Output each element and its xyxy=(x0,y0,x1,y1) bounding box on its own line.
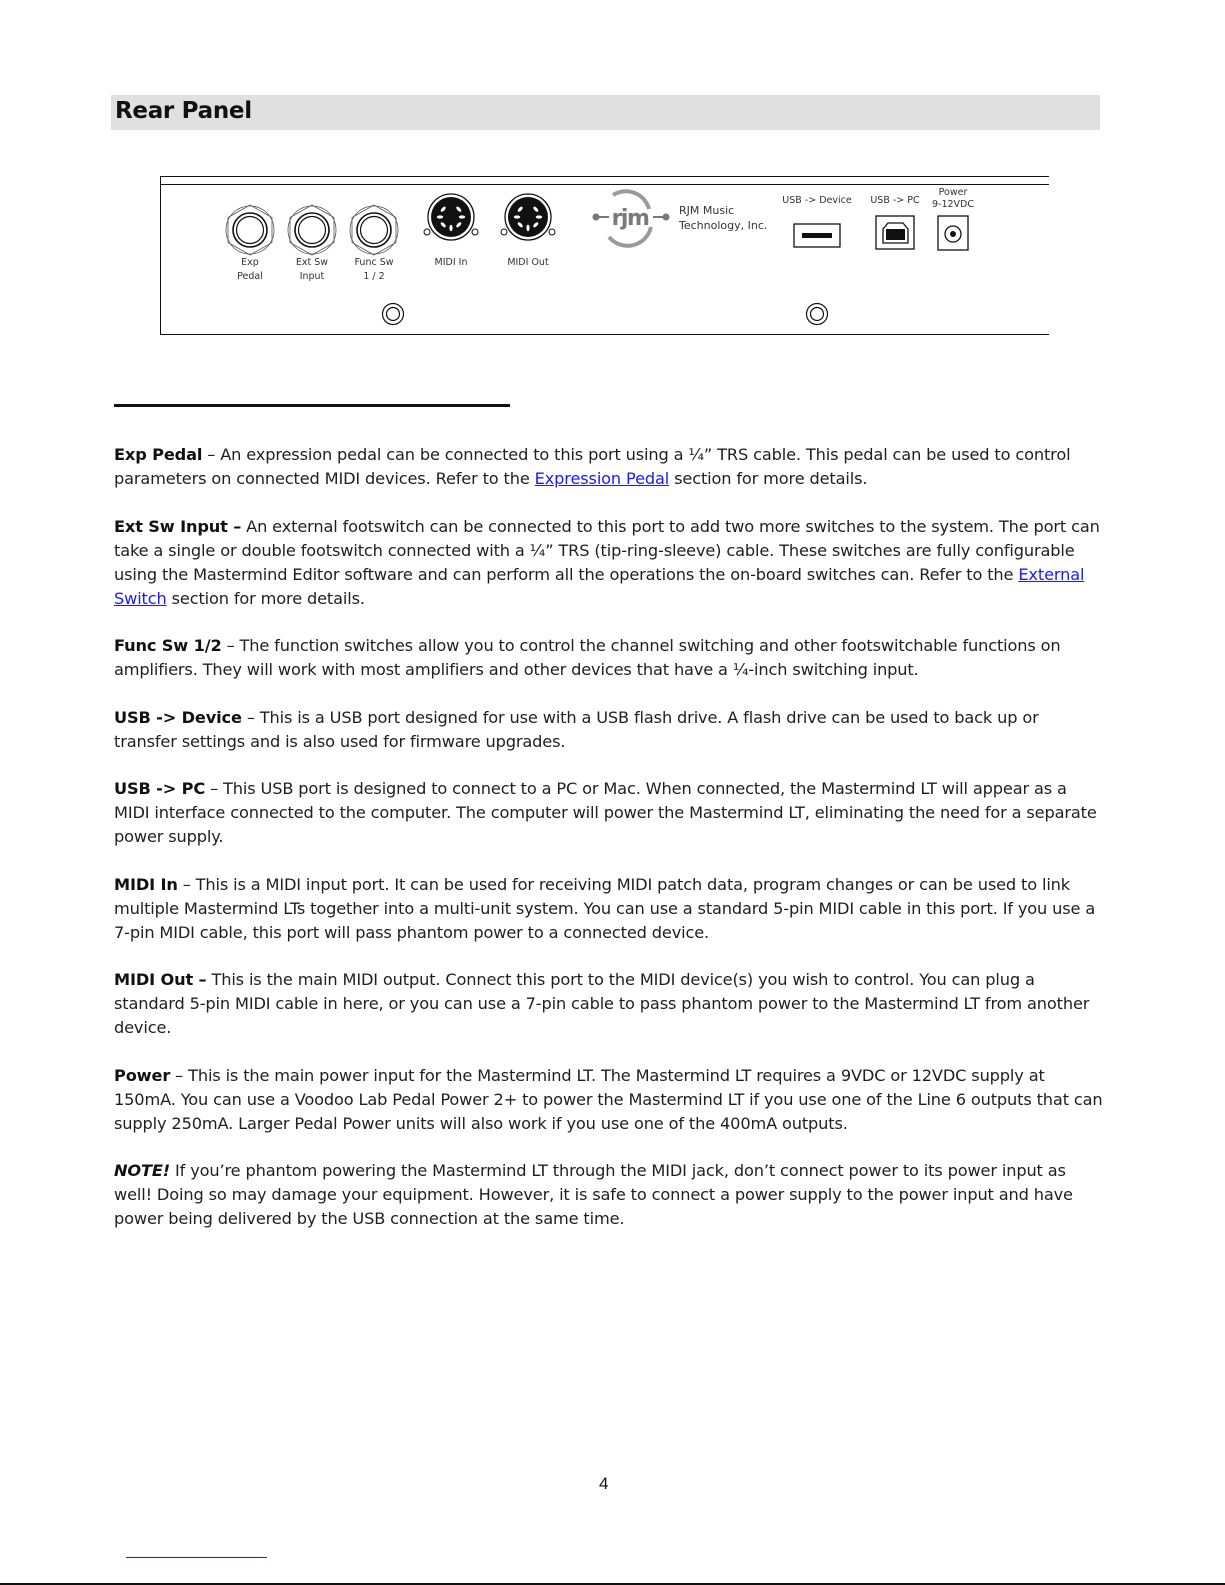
port-label-line: 9-12VDC xyxy=(931,199,974,210)
rear-panel-diagram xyxy=(160,176,1049,335)
mounting-screw-icon xyxy=(383,304,404,325)
description-text: – This is a USB port designed for use with a USB flash drive. A flash drive can be used to back up or transfer settings and is also used for firmware upgrades. xyxy=(114,707,1039,751)
term: Func Sw 1/2 xyxy=(114,636,222,655)
usb-pc-port-icon xyxy=(876,216,914,249)
description-power xyxy=(114,1064,1104,1136)
port-label-midi-out xyxy=(493,256,563,270)
term: Exp Pedal xyxy=(114,445,203,464)
port-label-line: USB -> PC xyxy=(870,195,920,206)
description-text: – This is the main power input for the Mastermind LT. The Mastermind LT requires a 9VDC or 12VDC supply at 150mA. You can use a Voodoo Lab Pedal Power 2+ to power the Mastermind LT if you use one of the Line 6 outputs that can supply 250mA. Larger Pedal Power units will also work if you use one of the 400mA outputs. xyxy=(114,1065,1103,1133)
description-text: – This USB port is designed to connect to a PC or Mac. When connected, the Mastermind LT will appear as a MIDI interface connected to the computer. The computer will power the Mastermind LT, eliminating the need for a separate power supply. xyxy=(114,779,1097,846)
port-label-line: Power xyxy=(938,187,968,198)
description-text: – The function switches allow you to control the channel switching and other footswitchable functions on amplifiers. They will work with most amplifiers and other devices that have a ¼-inch switching input. xyxy=(114,636,1061,679)
description-ext-sw-input xyxy=(114,515,1104,611)
port-label-line: USB -> Device xyxy=(782,195,852,206)
port-label-power xyxy=(928,187,978,211)
note-label: NOTE! xyxy=(114,1161,171,1180)
port-label-line: MIDI In xyxy=(434,257,468,268)
company-name-line: RJM Music xyxy=(679,204,735,217)
description-func-sw xyxy=(114,634,1104,682)
description-text: This is the main MIDI output. Connect this port to the MIDI device(s) you wish to control. You can plug a standard 5-pin MIDI cable in here, or you can use a 7-pin cable to pass phantom power to the Mastermind LT from another device. xyxy=(114,970,1090,1037)
note-paragraph xyxy=(114,1159,1104,1231)
port-label-line: Exp xyxy=(241,257,259,268)
usb-device-port-icon xyxy=(794,224,840,247)
port-label-usb-pc xyxy=(865,194,925,208)
page-number: 4 xyxy=(599,1474,609,1493)
description-text: section for more details. xyxy=(669,469,868,488)
description-usb-device xyxy=(114,706,1104,754)
term: USB -> PC xyxy=(114,779,206,798)
description-text: section for more details. xyxy=(166,588,365,608)
section-header xyxy=(111,95,1100,130)
port-label-line: Pedal xyxy=(237,271,263,282)
midi-out-connector-icon xyxy=(501,194,555,240)
midi-in-connector-icon xyxy=(424,194,478,240)
description-text: An external footswitch can be connected to this port to add two more switches to the system. The port can take a single or double footswitch connected with a ¼” TRS (tip-ring-sleeve) cable. These switches are fully configurable using the Mastermind Editor software and can perform all the operations the on-board switches can. Refer to the xyxy=(114,516,1100,584)
port-descriptions xyxy=(114,443,1104,1255)
port-label-line: Func Sw xyxy=(354,257,394,268)
term: USB -> Device xyxy=(114,707,242,727)
rjm-logo-icon xyxy=(593,191,670,246)
term: MIDI In xyxy=(114,874,178,894)
port-label-line: Input xyxy=(299,271,325,282)
func-sw-jack-icon xyxy=(350,205,398,255)
company-name xyxy=(679,203,767,233)
port-label-exp-pedal xyxy=(220,256,280,284)
port-label-usb-device xyxy=(777,194,857,208)
description-midi-out xyxy=(114,968,1104,1040)
term: Ext Sw Input – xyxy=(114,516,242,536)
company-name-line: Technology, Inc. xyxy=(679,219,768,232)
port-label-func-sw xyxy=(344,256,404,284)
exp-pedal-jack-icon xyxy=(226,205,274,255)
port-label-midi-in xyxy=(416,256,486,270)
term: MIDI Out – xyxy=(114,970,207,989)
ext-sw-jack-icon xyxy=(288,205,336,255)
section-title: Rear Panel xyxy=(115,98,252,124)
description-usb-pc xyxy=(114,777,1104,849)
description-text: – An expression pedal can be connected to this port using a ¼” TRS cable. This pedal can be used to control parameters on connected MIDI devices. Refer to the xyxy=(114,445,1071,488)
power-jack-icon xyxy=(938,216,968,250)
footnote-link-underline xyxy=(126,1557,267,1558)
external-switch-link[interactable]: External Switch xyxy=(114,564,1085,608)
port-label-line: MIDI Out xyxy=(507,257,549,268)
mounting-screw-icon xyxy=(807,304,828,325)
description-exp-pedal xyxy=(114,443,1104,491)
term: Power xyxy=(114,1065,171,1085)
port-label-ext-sw xyxy=(282,256,342,284)
port-label-line: 1 / 2 xyxy=(363,271,385,282)
expression-pedal-link[interactable]: Expression Pedal xyxy=(534,469,670,488)
svg-text:rjm: rjm xyxy=(611,206,649,231)
divider-rule xyxy=(114,404,510,407)
note-text: If you’re phantom powering the Mastermind LT through the MIDI jack, don’t connect power to its power input as well! Doing so may damage your equipment. However, it is safe to connect a power supply to the power input and have power being delivered by the USB connection at the same time. xyxy=(114,1161,1073,1228)
description-text: – This is a MIDI input port. It can be used for receiving MIDI patch data, program changes or can be used to link multiple Mastermind LTs together into a multi-unit system. You can use a standard 5-pin MIDI cable in this port. If you use a 7-pin MIDI cable, this port will pass phantom power to a connected device. xyxy=(114,874,1096,942)
description-midi-in xyxy=(114,873,1104,945)
port-label-line: Ext Sw xyxy=(295,257,329,268)
